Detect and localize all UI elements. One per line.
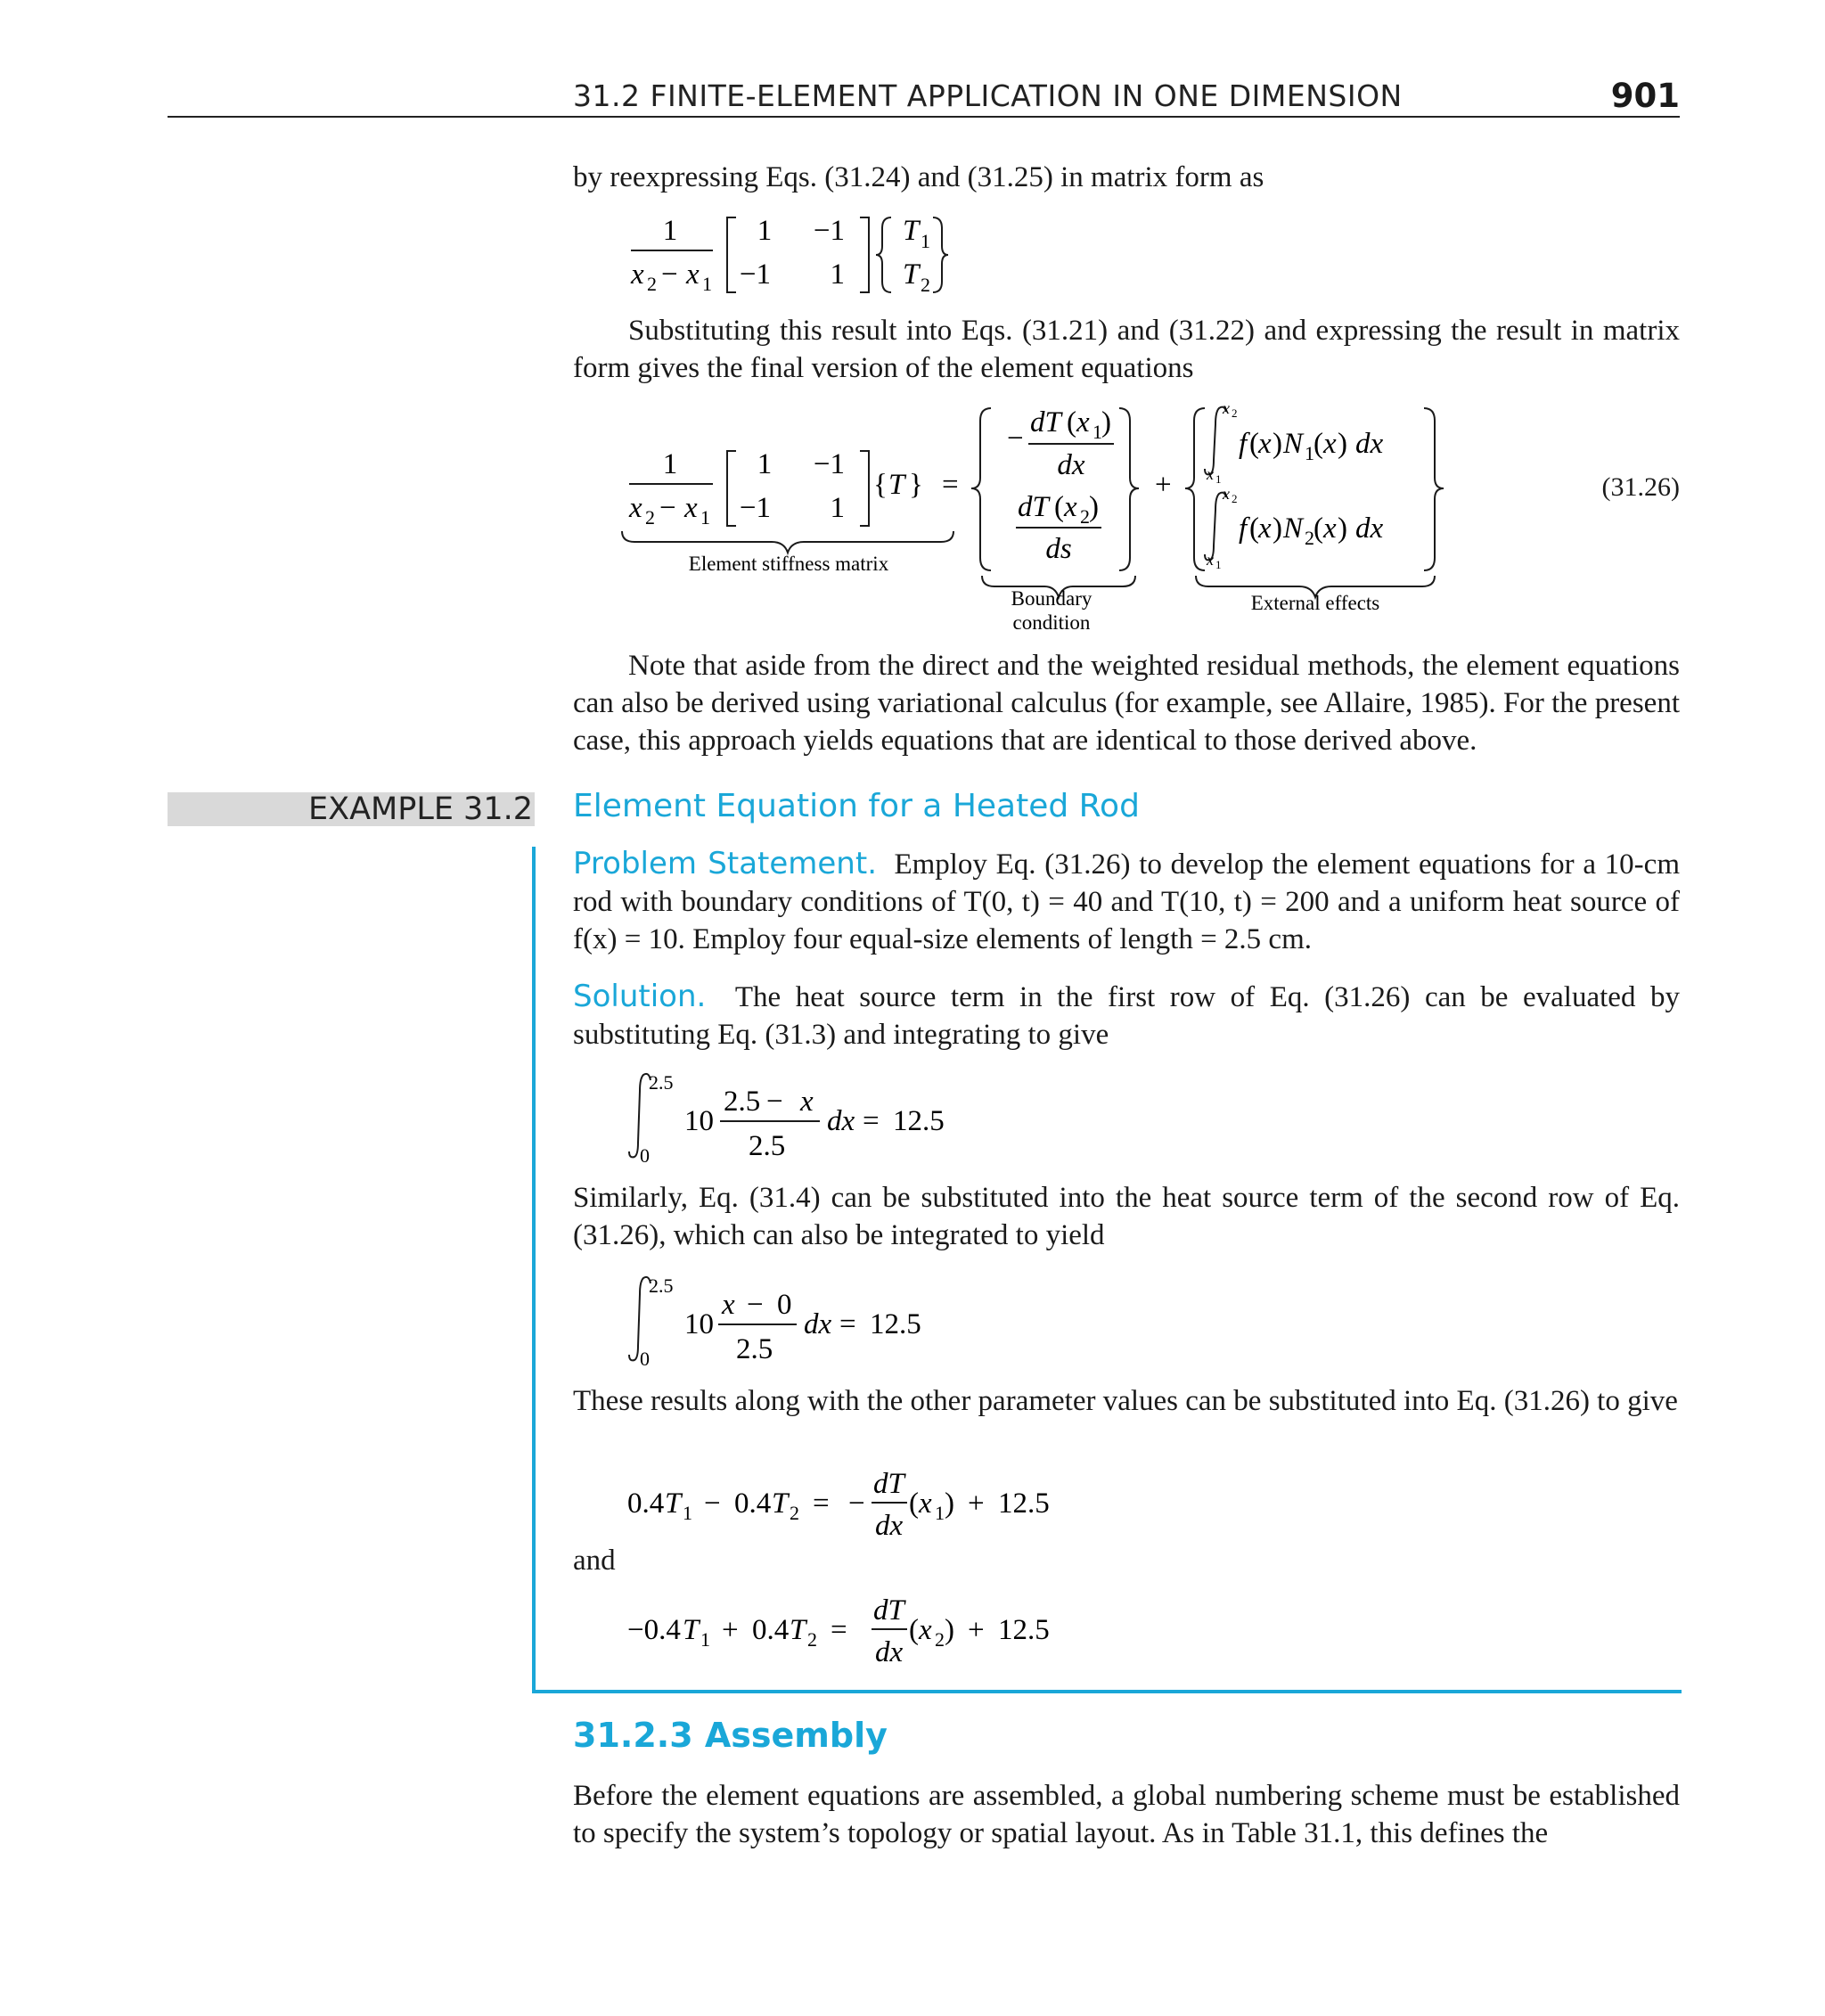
svg-text:1: 1	[757, 215, 773, 247]
svg-text:ds: ds	[1045, 533, 1072, 565]
svg-text:2: 2	[1232, 492, 1238, 505]
svg-text:N: N	[1283, 512, 1304, 545]
svg-text:+: +	[1155, 469, 1172, 501]
svg-text:(: (	[1314, 512, 1323, 545]
svg-text:2: 2	[647, 273, 657, 295]
svg-text:): )	[945, 1614, 954, 1646]
svg-text:(: (	[909, 1614, 919, 1646]
svg-text:): )	[1273, 512, 1282, 545]
svg-text:f: f	[1239, 512, 1248, 545]
svg-text:): )	[1089, 491, 1099, 523]
integral-second-row	[624, 1273, 980, 1371]
equation-first-row	[624, 1462, 1087, 1551]
svg-text:x: x	[1323, 512, 1337, 545]
section-paragraph: Before the element equations are assembled, a global numbering scheme must be established to specify the system’s topology or spatial layout. As in Table 31.1, this defines the	[573, 1780, 1680, 1849]
svg-text:x: x	[629, 492, 642, 524]
header-rule	[168, 116, 1680, 118]
svg-text:Boundary: Boundary	[1011, 587, 1093, 610]
svg-text:x: x	[1207, 551, 1214, 569]
svg-text:2.5: 2.5	[724, 1086, 761, 1118]
svg-text:dx: dx	[1355, 512, 1384, 545]
svg-text:−: −	[659, 492, 676, 524]
svg-text:x: x	[684, 492, 698, 524]
paragraph-results: These results along with the other parameter values can be substituted into Eq. (31.26) to give	[573, 1385, 1678, 1417]
svg-text:1: 1	[700, 506, 710, 529]
svg-text:−1: −1	[813, 215, 845, 247]
svg-text:dx: dx	[875, 1636, 904, 1668]
svg-text:−1: −1	[739, 258, 771, 291]
matrix-expression-1	[624, 210, 980, 299]
svg-text:T: T	[903, 258, 920, 291]
svg-text:=: =	[942, 469, 959, 501]
svg-text:(: (	[1067, 406, 1076, 438]
problem-statement	[573, 845, 1680, 958]
svg-text:f: f	[1239, 428, 1248, 460]
svg-text:dx: dx	[875, 1510, 904, 1542]
svg-text:dx: dx	[827, 1105, 855, 1137]
example-label: EXAMPLE 31.2	[307, 791, 533, 827]
svg-text:2: 2	[645, 506, 655, 529]
svg-text:2.5: 2.5	[736, 1333, 773, 1365]
equation-number: (31.26)	[1601, 472, 1680, 502]
svg-text:−1: −1	[739, 492, 771, 524]
svg-text:10: 10	[684, 1105, 714, 1137]
svg-text:2: 2	[1080, 505, 1090, 528]
solution-heading: Solution.	[573, 979, 707, 1014]
svg-text:=: =	[839, 1308, 856, 1340]
svg-text:}: }	[909, 469, 923, 501]
section-heading: 31.2.3 Assembly	[573, 1716, 888, 1755]
svg-text:1: 1	[830, 492, 845, 524]
svg-text:0.4: 0.4	[734, 1487, 772, 1520]
svg-text:T: T	[665, 1487, 682, 1520]
svg-text:1: 1	[700, 1628, 710, 1651]
svg-text:1: 1	[702, 273, 712, 295]
svg-text:0: 0	[640, 1348, 650, 1370]
svg-text:+: +	[968, 1614, 985, 1646]
svg-text:x: x	[919, 1487, 932, 1520]
problem-statement-heading: Problem Statement.	[573, 846, 877, 881]
svg-text:12.5: 12.5	[870, 1308, 921, 1340]
svg-text:dT: dT	[873, 1594, 904, 1627]
svg-text:): )	[1338, 512, 1347, 545]
svg-text:dT: dT	[1030, 406, 1061, 438]
svg-text:condition: condition	[1012, 611, 1091, 634]
integral-first-row	[624, 1069, 980, 1168]
svg-text:0: 0	[777, 1289, 792, 1321]
svg-text:=: =	[863, 1105, 880, 1137]
svg-text:): )	[945, 1487, 954, 1520]
paragraph-intro: by reexpressing Eqs. (31.24) and (31.25) in matrix form as	[573, 161, 1264, 193]
svg-text:N: N	[1283, 428, 1304, 460]
svg-text:T: T	[683, 1614, 700, 1646]
paragraph-note: Note that aside from the direct and the weighted residual methods, the element equations can also be derived using variational calculus (for example, see Allaire, 1985). For the present case, this approach yields equations that are identical to those derived above.	[573, 650, 1680, 757]
svg-text:−: −	[661, 258, 678, 291]
svg-text:1: 1	[662, 215, 678, 247]
svg-text:): )	[1101, 406, 1111, 438]
svg-text:1: 1	[1215, 472, 1222, 486]
word-and: and	[573, 1545, 616, 1577]
svg-text:x: x	[1223, 485, 1230, 503]
svg-text:): )	[1338, 428, 1347, 460]
svg-text:2: 2	[1305, 527, 1314, 549]
svg-text:T: T	[772, 1487, 789, 1520]
svg-text:1: 1	[921, 230, 930, 252]
svg-text:x: x	[722, 1289, 735, 1321]
svg-text:(: (	[1249, 428, 1259, 460]
svg-text:+: +	[722, 1614, 739, 1646]
svg-text:(: (	[1314, 428, 1323, 460]
svg-text:dT: dT	[873, 1468, 904, 1500]
svg-text:+: +	[968, 1487, 985, 1520]
svg-text:x: x	[1258, 428, 1272, 460]
svg-text:dx: dx	[1355, 428, 1384, 460]
svg-text:x: x	[686, 258, 700, 291]
svg-text:10: 10	[684, 1308, 714, 1340]
paragraph-substituting: Substituting this result into Eqs. (31.21) and (31.22) and expressing the result in matrix form gives the final version of the element equations	[573, 315, 1680, 384]
svg-text:x: x	[1223, 399, 1230, 417]
svg-text:x: x	[919, 1614, 932, 1646]
svg-text:2.5: 2.5	[749, 1130, 786, 1162]
svg-text:1: 1	[830, 258, 845, 291]
svg-text:2: 2	[807, 1628, 817, 1651]
svg-text:1: 1	[662, 448, 678, 480]
svg-text:(: (	[1249, 512, 1259, 545]
svg-text:0: 0	[640, 1144, 650, 1167]
svg-text:−: −	[704, 1487, 721, 1520]
svg-text:x: x	[1258, 512, 1272, 545]
svg-text:{: {	[873, 469, 888, 501]
svg-text:x: x	[800, 1086, 814, 1118]
svg-text:=: =	[831, 1614, 847, 1646]
example-bottom-rule	[532, 1690, 1682, 1693]
svg-text:−: −	[747, 1289, 764, 1321]
svg-text:dx: dx	[804, 1308, 832, 1340]
equation-second-row	[624, 1588, 1087, 1677]
svg-text:−0.4: −0.4	[627, 1614, 681, 1646]
svg-text:1: 1	[935, 1502, 945, 1524]
svg-text:1: 1	[1093, 421, 1102, 443]
svg-text:2: 2	[1232, 406, 1238, 420]
svg-text:2: 2	[935, 1628, 945, 1651]
svg-text:External effects: External effects	[1250, 592, 1380, 614]
svg-text:12.5: 12.5	[998, 1487, 1050, 1520]
svg-text:x: x	[1076, 406, 1090, 438]
svg-text:1: 1	[683, 1502, 692, 1524]
svg-text:1: 1	[1215, 558, 1222, 571]
element-equation-31-26	[615, 399, 1461, 640]
svg-text:dT: dT	[1018, 491, 1049, 523]
svg-text:0.4: 0.4	[752, 1614, 790, 1646]
svg-text:(: (	[909, 1487, 919, 1520]
svg-text:(: (	[1054, 491, 1064, 523]
svg-text:0.4: 0.4	[627, 1487, 665, 1520]
svg-text:x: x	[631, 258, 644, 291]
svg-text:2.5: 2.5	[649, 1274, 674, 1297]
svg-text:T: T	[790, 1614, 806, 1646]
svg-text:2: 2	[790, 1502, 799, 1524]
example-title: Element Equation for a Heated Rod	[573, 788, 1140, 824]
page-number: 901	[1610, 77, 1680, 115]
svg-text:T: T	[903, 215, 920, 247]
svg-text:2.5: 2.5	[649, 1071, 674, 1094]
svg-text:T: T	[888, 469, 905, 501]
svg-text:dx: dx	[1057, 449, 1085, 481]
svg-text:−1: −1	[813, 448, 845, 480]
solution	[573, 978, 1680, 1053]
running-header: 31.2 FINITE-ELEMENT APPLICATION IN ONE DIMENSION	[573, 78, 1403, 113]
svg-text:x: x	[1323, 428, 1337, 460]
problem-statement-text: Employ Eq. (31.26) to develop the element equations for a 10-cm rod with boundary conditions of T(0, t) = 40 and T(10, t) = 200 and a uniform heat source of f(x) = 10. Employ four equal-size elements of length = 2.5 cm.	[573, 848, 1680, 955]
svg-text:−: −	[766, 1086, 783, 1118]
svg-text:x: x	[1064, 491, 1077, 523]
svg-text:1: 1	[757, 448, 773, 480]
svg-text:): )	[1273, 428, 1282, 460]
svg-text:12.5: 12.5	[998, 1614, 1050, 1646]
svg-text:=: =	[813, 1487, 830, 1520]
solution-text: The heat source term in the first row of Eq. (31.26) can be evaluated by substituting Eq. (31.3) and integrating to give	[573, 981, 1680, 1051]
svg-text:Element stiffness matrix: Element stiffness matrix	[688, 553, 889, 575]
svg-text:2: 2	[921, 274, 930, 296]
svg-text:1: 1	[1305, 442, 1314, 464]
svg-text:−: −	[1007, 422, 1024, 455]
example-left-rule	[532, 847, 536, 1693]
svg-text:x: x	[1207, 465, 1214, 483]
paragraph-similarly: Similarly, Eq. (31.4) can be substituted into the heat source term of the second row of Eq. (31.26), which can also be integrated to yield	[573, 1182, 1680, 1251]
svg-text:12.5: 12.5	[893, 1105, 945, 1137]
svg-text:−: −	[848, 1487, 865, 1520]
